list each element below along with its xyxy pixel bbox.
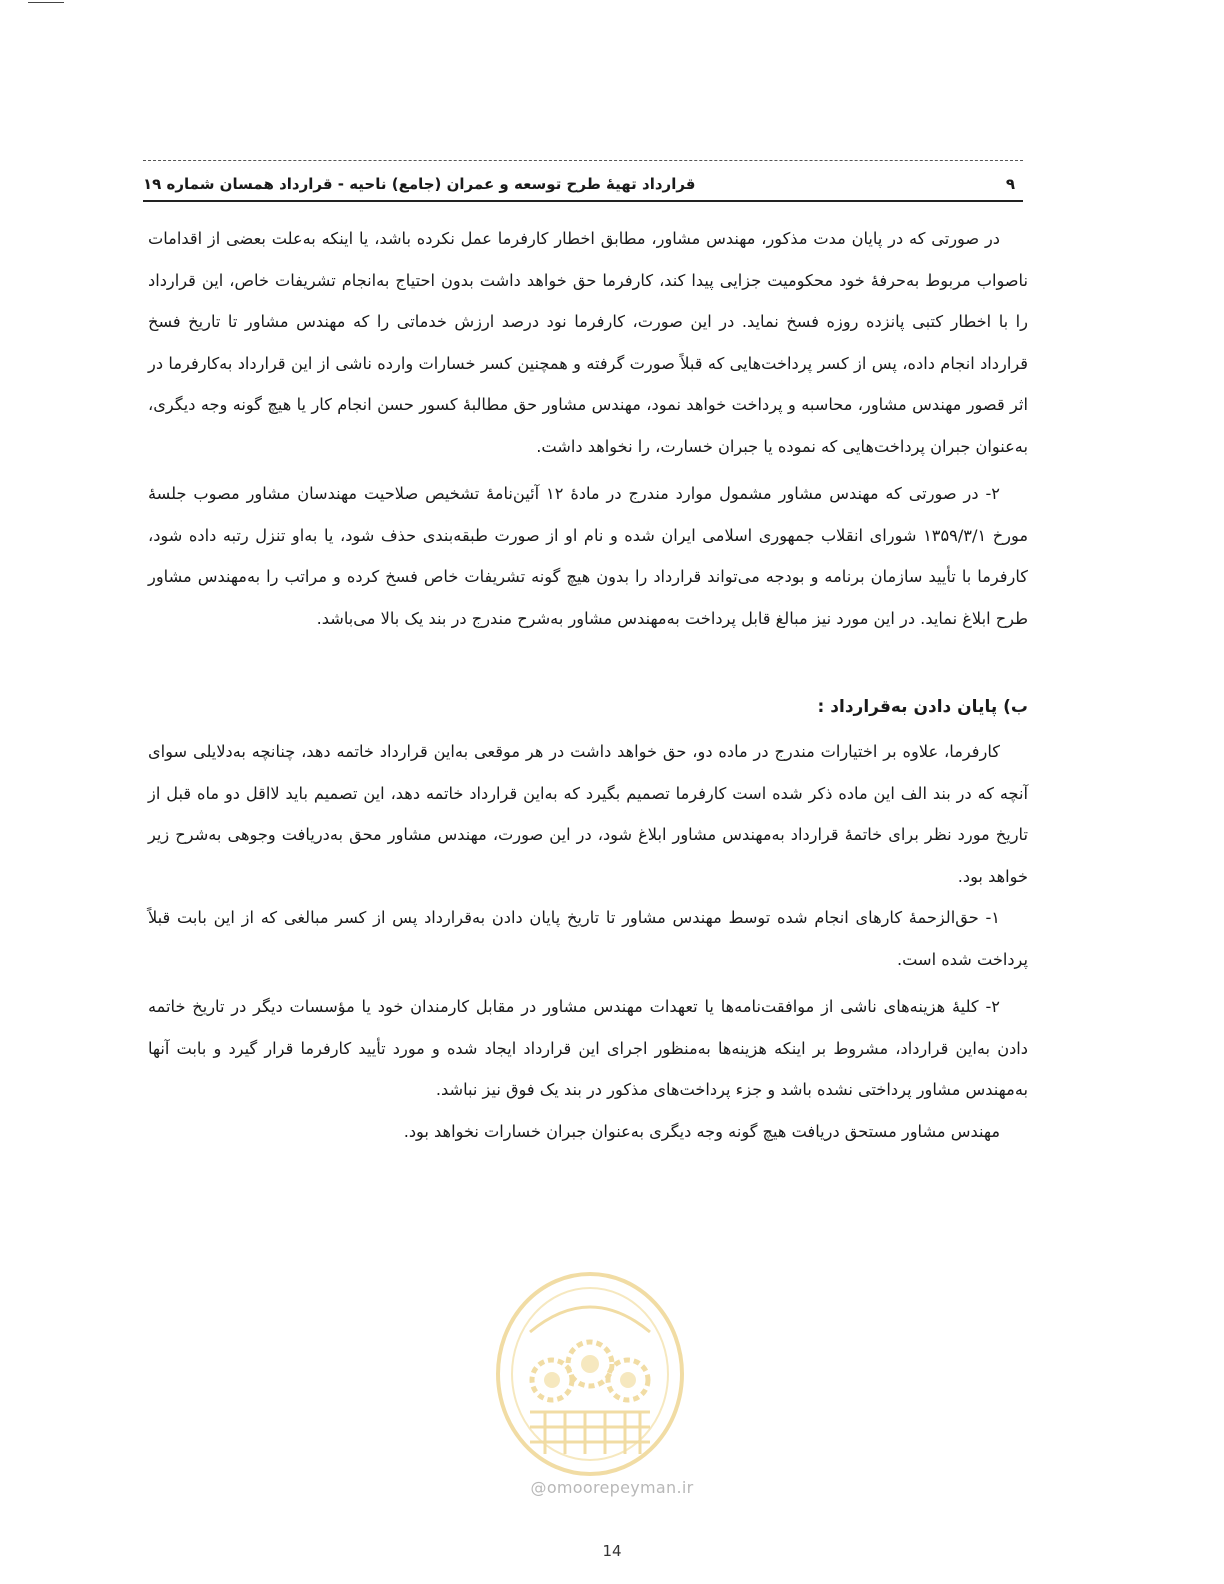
paragraph-item-2: ۲- کلیهٔ هزینه‌های ناشی از موافقت‌نامه‌ها یا تعهدات مهندس مشاور در مقابل کارمندان خود یا مؤسسات دیگر در تاریخ خاتمه دادن به‌این قرارداد، مشروط بر اینکه هزینه‌ها به‌منظور اجرای این قرارداد ایجاد شده و مورد تأیید کارفرما قرار گیرد و بابت آنها به‌مهندس مشاور پرداختی نشده باشد و جزء پرداخت‌های مذکور در بند یک فوق نیز نباشد. [148, 997, 1028, 1099]
site-url: @omoorepeyman.ir [530, 1478, 694, 1497]
section-heading-contract-end: ب) پایان دادن به‌قرارداد : [817, 697, 1028, 717]
paragraph-no-compensation: مهندس مشاور مستحق دریافت هیچ گونه وجه دیگری به‌عنوان جبران خسارات نخواهد بود. [403, 1121, 1000, 1141]
corner-mark [28, 2, 64, 3]
header-rule-top [143, 160, 1023, 161]
running-header [143, 168, 1023, 202]
document-body [148, 218, 1028, 1152]
paragraph-clause-2: ۲- در صورتی که مهندس مشاور مشمول موارد مندرج در مادهٔ ۱۲ آئین‌نامهٔ تشخیص صلاحیت مهندسان مشاور مصوب جلسهٔ مورخ ۱۳۵۹/۳/۱ شورای انقلاب جمهوری اسلامی ایران شده و نام او از صورت طبقه‌بندی حذف شود، یا به‌او تنزل رتبه داده شود، کارفرما با تأیید سازمان برنامه و بودجه می‌تواند قرارداد را بدون هیچ گونه تشریفات خاص فسخ کرده و مراتب را به‌مهندس مشاور طرح ابلاغ نماید. در این مورد نیز مبالغ قابل پرداخت به‌مهندس مشاور به‌شرح مندرج در بند یک بالا می‌باشد. [148, 484, 1028, 628]
header-page-number: ۹ [1005, 175, 1015, 193]
header-title: قرارداد تهیهٔ طرح توسعه و عمران (جامع) ناحیه - قرارداد همسان شماره ۱۹ [143, 175, 696, 193]
paragraph-employer-right: کارفرما، علاوه بر اختیارات مندرج در ماده دو، حق خواهد داشت در هر موقعی به‌این قرارداد خاتمه دهد، چنانچه به‌دلایلی سوای آنچه که در بند الف این ماده ذکر شده است کارفرما تصمیم بگیرد که به‌این قرارداد خاتمه دهد، این تصمیم باید لااقل دو ماه قبل از تاریخ مورد نظر برای خاتمهٔ قرارداد به‌مهندس مشاور ابلاغ شود، در این صورت، مهندس مشاور محق به‌دریافت وجوهی به‌شرح زیر خواهد بود. [148, 742, 1028, 886]
paragraph-item-1: ۱- حق‌الزحمهٔ کارهای انجام شده توسط مهندس مشاور تا تاریخ پایان دادن به‌قرارداد پس از کسر مبالغی که از این بابت قبلاً پرداخت شده است. [148, 908, 1028, 969]
paragraph-termination-default: در صورتی که در پایان مدت مذکور، مهندس مشاور، مطابق اخطار کارفرما عمل نکرده باشد، یا اینکه به‌علت بعضی از اقدامات ناصواب مربوط به‌حرفهٔ خود محکومیت جزایی پیدا کند، کارفرما حق خواهد داشت بدون احتیاج به‌انجام تشریفات خاص، این قرارداد را با اخطار کتبی پانزده روزه فسخ نماید. در این صورت، کارفرما نود درصد ارزش خدماتی را که مهندس مشاور تا تاریخ فسخ قرارداد انجام داده، پس از کسر پرداخت‌هایی که قبلاً صورت گرفته و همچنین کسر خسارات وارده ناشی از این قرارداد به‌کارفرما در اثر قصور مهندس مشاور، محاسبه و پرداخت خواهد نمود، مهندس مشاور حق مطالبهٔ کسور حسن انجام کار یا هیچ گونه وجه دیگری، به‌عنوان جبران پرداخت‌هایی که نموده یا جبران خسارت، را نخواهد داشت. [148, 229, 1028, 456]
seal-logo-icon [490, 1262, 690, 1492]
footer-page-number: 14 [602, 1542, 622, 1560]
